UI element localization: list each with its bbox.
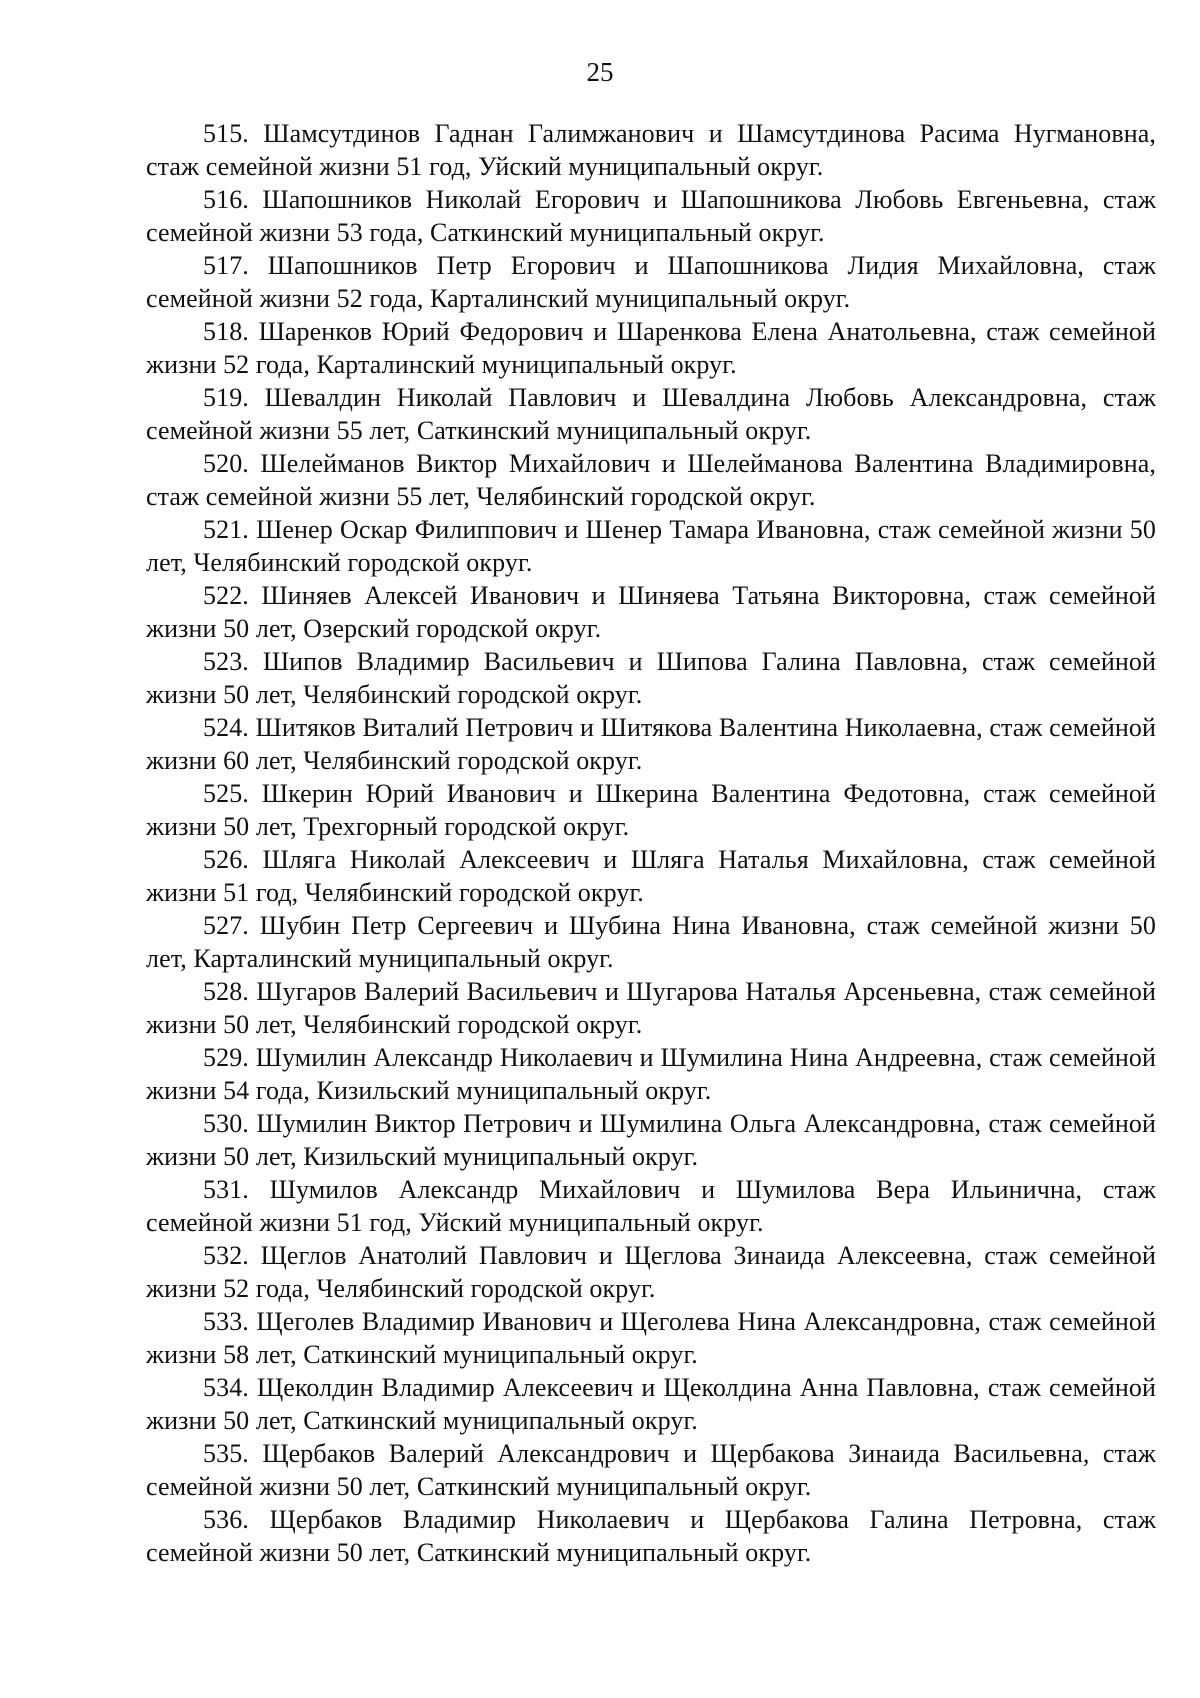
- list-item: 532. Щеглов Анатолий Павлович и Щеглова Зинаида Алексеевна, стаж семейной жизни 52 года, Челябинский городской округ.: [146, 1241, 1156, 1303]
- list-item: 527. Шубин Петр Сергеевич и Шубина Нина Ивановна, стаж семейной жизни 50 лет, Карталинский муниципальный округ.: [146, 911, 1156, 973]
- list-item: 536. Щербаков Владимир Николаевич и Щербакова Галина Петровна, стаж семейной жизни 50 лет, Саткинский муниципальный округ.: [146, 1505, 1156, 1567]
- list-item: 529. Шумилин Александр Николаевич и Шумилина Нина Андреевна, стаж семейной жизни 54 года, Кизильский муниципальный округ.: [146, 1043, 1156, 1105]
- page-number: 25: [586, 57, 614, 87]
- list-item: 528. Шугаров Валерий Васильевич и Шугарова Наталья Арсеньевна, стаж семейной жизни 50 лет, Челябинский городской округ.: [146, 977, 1156, 1039]
- list-item: 523. Шипов Владимир Васильевич и Шипова Галина Павловна, стаж семейной жизни 50 лет, Челябинский городской округ.: [146, 647, 1156, 709]
- list-item: 530. Шумилин Виктор Петрович и Шумилина Ольга Александровна, стаж семейной жизни 50 лет, Кизильский муниципальный округ.: [146, 1109, 1156, 1171]
- list-item: 517. Шапошников Петр Егорович и Шапошникова Лидия Михайловна, стаж семейной жизни 52 года, Карталинский муниципальный округ.: [146, 251, 1156, 313]
- list-item: 534. Щеколдин Владимир Алексеевич и Щеколдина Анна Павловна, стаж семейной жизни 50 лет, Саткинский муниципальный округ.: [146, 1373, 1156, 1435]
- list-item: 520. Шелейманов Виктор Михайлович и Шелейманова Валентина Владимировна, стаж семейной жизни 55 лет, Челябинский городской округ.: [146, 449, 1156, 511]
- list-item: 522. Шиняев Алексей Иванович и Шиняева Татьяна Викторовна, стаж семейной жизни 50 лет, Озерский городской округ.: [146, 581, 1156, 643]
- list-item: 531. Шумилов Александр Михайлович и Шумилова Вера Ильинична, стаж семейной жизни 51 год, Уйский муниципальный округ.: [146, 1175, 1156, 1237]
- list-item: 519. Шевалдин Николай Павлович и Шевалдина Любовь Александровна, стаж семейной жизни 55 лет, Саткинский муниципальный округ.: [146, 383, 1156, 445]
- list-item: 525. Шкерин Юрий Иванович и Шкерина Валентина Федотовна, стаж семейной жизни 50 лет, Трехгорный городской округ.: [146, 779, 1156, 841]
- list-item: 521. Шенер Оскар Филиппович и Шенер Тамара Ивановна, стаж семейной жизни 50 лет, Челябинский городской округ.: [146, 515, 1156, 577]
- list-item: 518. Шаренков Юрий Федорович и Шаренкова Елена Анатольевна, стаж семейной жизни 52 года, Карталинский муниципальный округ.: [146, 317, 1156, 379]
- entry-list: [146, 117, 1156, 1569]
- list-item: 526. Шляга Николай Алексеевич и Шляга Наталья Михайловна, стаж семейной жизни 51 год, Челябинский городской округ.: [146, 845, 1156, 907]
- list-item: 533. Щеголев Владимир Иванович и Щеголева Нина Александровна, стаж семейной жизни 58 лет, Саткинский муниципальный округ.: [146, 1307, 1156, 1369]
- list-item: 516. Шапошников Николай Егорович и Шапошникова Любовь Евгеньевна, стаж семейной жизни 53 года, Саткинский муниципальный округ.: [146, 185, 1156, 247]
- list-item: 524. Шитяков Виталий Петрович и Шитякова Валентина Николаевна, стаж семейной жизни 60 лет, Челябинский городской округ.: [146, 713, 1156, 775]
- list-item: 515. Шамсутдинов Гаднан Галимжанович и Шамсутдинова Расима Нугмановна, стаж семейной жизни 51 год, Уйский муниципальный округ.: [146, 119, 1156, 181]
- list-item: 535. Щербаков Валерий Александрович и Щербакова Зинаида Васильевна, стаж семейной жизни 50 лет, Саткинский муниципальный округ.: [146, 1439, 1156, 1501]
